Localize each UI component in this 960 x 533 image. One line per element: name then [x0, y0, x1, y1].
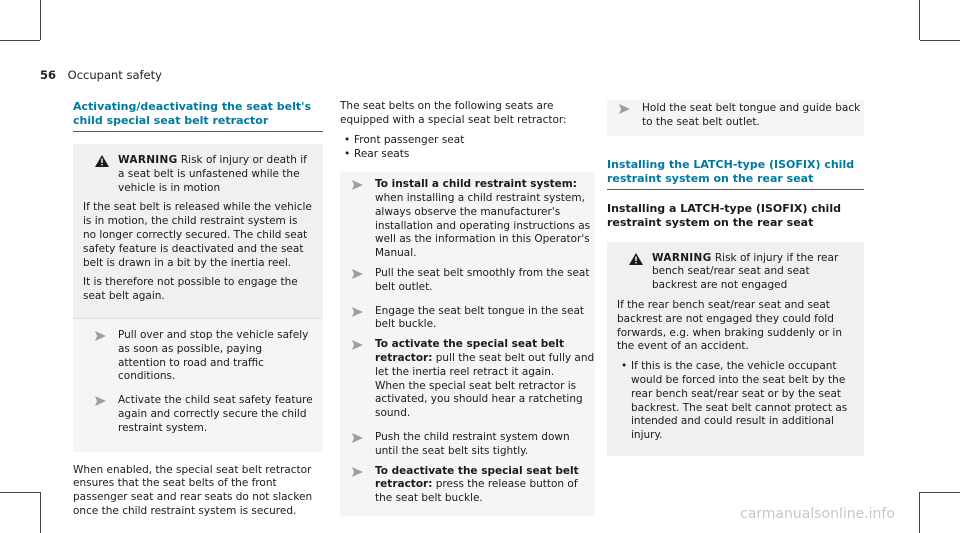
crop-mark: [920, 40, 960, 41]
section-title: Activating/deactivating the seat belt's child special seat belt retractor: [73, 100, 323, 132]
warning-lead: Risk of injury or death if a seat belt is unfastened while the vehicle is in motion: [118, 154, 307, 194]
step-text: Pull the seat belt smoothly from the seat belt outlet.: [375, 266, 590, 293]
arrow-right-icon: [95, 396, 106, 406]
step-text: Push the child restraint system down until the seat belt sits tightly.: [375, 430, 570, 457]
arrow-right-icon: [619, 104, 630, 114]
column-2: [340, 100, 595, 516]
list-item-text: If this is the case, the vehicle occupant would be forced into the seat belt by the rear bench seat/rear seat or by the seat backrest. The seat belt cannot protect as intended and could result in additional injury.: [631, 360, 848, 442]
steps-strip: [340, 172, 595, 516]
sub-title: Installing a LATCH-type (ISOFIX) child restraint system on the rear seat: [607, 201, 841, 229]
warning-box: [607, 242, 864, 456]
crop-mark: [919, 492, 920, 533]
arrow-right-icon: [352, 269, 363, 279]
intro-paragraph: The seat belts on the following seats are equipped with a special seat belt retractor:: [340, 100, 567, 126]
step-item: [340, 431, 595, 459]
column-1: [73, 100, 323, 525]
step-item: [340, 465, 595, 506]
step-item: [83, 329, 313, 384]
step-text: Pull over and stop the vehicle safely as soon as possible, paying attention to road and traffic conditions.: [118, 328, 309, 383]
step-item: [340, 338, 595, 421]
step-item: [83, 394, 313, 435]
crop-mark: [920, 492, 960, 493]
warning-steps: [73, 318, 323, 452]
page-number: 56: [40, 68, 57, 82]
body-paragraph: When enabled, the special seat belt retractor ensures that the seat belts of the front passenger seat and rear seats do not slacken once the child restraint system is secured.: [73, 463, 313, 517]
list-item: • Front passenger seat: [344, 133, 465, 146]
step-label: To activate the special seat belt retractor:: [375, 338, 564, 364]
warning-label: WARNING: [118, 154, 178, 166]
list-item: • If this is the case, the vehicle occupant would be forced into the seat belt by the rear bench seat/rear seat or by the seat backrest. The seat belt cannot protect as intended and could result in additional injury.: [617, 360, 854, 443]
arrow-right-icon: [352, 307, 363, 317]
warning-label: WARNING: [652, 251, 712, 264]
crop-mark: [0, 40, 40, 41]
step-note: When the special seat belt retractor is activated, you should hear a ratcheting sound.: [375, 379, 583, 420]
step-item: [607, 102, 864, 130]
warning-box: [73, 144, 323, 318]
steps-strip: [607, 100, 864, 136]
arrow-right-icon: [352, 467, 363, 477]
column-3: [607, 100, 864, 456]
crop-mark: [919, 0, 920, 40]
step-text: Hold the seat belt tongue and guide back to the seat belt outlet.: [642, 102, 861, 128]
step-label: To deactivate the special seat belt retractor:: [375, 464, 579, 491]
crop-mark: [0, 492, 40, 493]
page-header: [40, 68, 162, 82]
step-label: To install a child restraint system:: [375, 178, 577, 191]
step-text: Engage the seat belt tongue in the seat belt buckle.: [375, 304, 585, 331]
arrow-right-icon: [95, 331, 106, 341]
step-item: [340, 305, 595, 333]
step-text: Activate the child seat safety feature again and correctly secure the child restraint system.: [118, 394, 313, 434]
arrow-right-icon: [352, 180, 363, 190]
warning-body: If the rear bench seat/rear seat and seat backrest are not engaged they could fold forwards, e.g. when braking suddenly or in the event of an accident.: [617, 298, 842, 353]
crop-mark: [40, 0, 41, 40]
step-text: when installing a child restraint system, always observe the manufacturer's installation and operating instructions as well as the information in this Operator's Manual.: [375, 191, 591, 260]
crop-mark: [40, 492, 41, 533]
warning-lead: Risk of injury if the rear bench seat/rear seat and seat backrest are not engaged: [652, 251, 839, 292]
step-text: press the release button of the seat belt buckle.: [375, 478, 578, 505]
step-text: pull the seat belt out fully and let the inertia reel retract it again.: [375, 351, 595, 378]
arrow-right-icon: [352, 340, 363, 350]
list-item: • Rear seats: [344, 148, 410, 161]
arrow-right-icon: [352, 433, 363, 443]
step-item: [340, 267, 595, 295]
warning-triangle-icon: [95, 155, 109, 167]
warning-body: If the seat belt is released while the vehicle is in motion, the child restraint system is no longer correctly secured. The child seat safety feature is deactivated and the seat belt is drawn in a bit by the inertia reel.: [83, 201, 312, 269]
warning-body: It is therefore not possible to engage the seat belt again.: [83, 276, 298, 303]
watermark: carmanualsonline.info: [740, 506, 895, 522]
step-item: [340, 178, 595, 261]
section-title: Installing the LATCH-type (ISOFIX) child restraint system on the rear seat: [607, 158, 864, 190]
list-item-text: Front passenger seat: [354, 133, 465, 146]
warning-triangle-icon: [629, 253, 643, 265]
section-name: Occupant safety: [67, 68, 162, 82]
list-item-text: Rear seats: [354, 148, 410, 161]
